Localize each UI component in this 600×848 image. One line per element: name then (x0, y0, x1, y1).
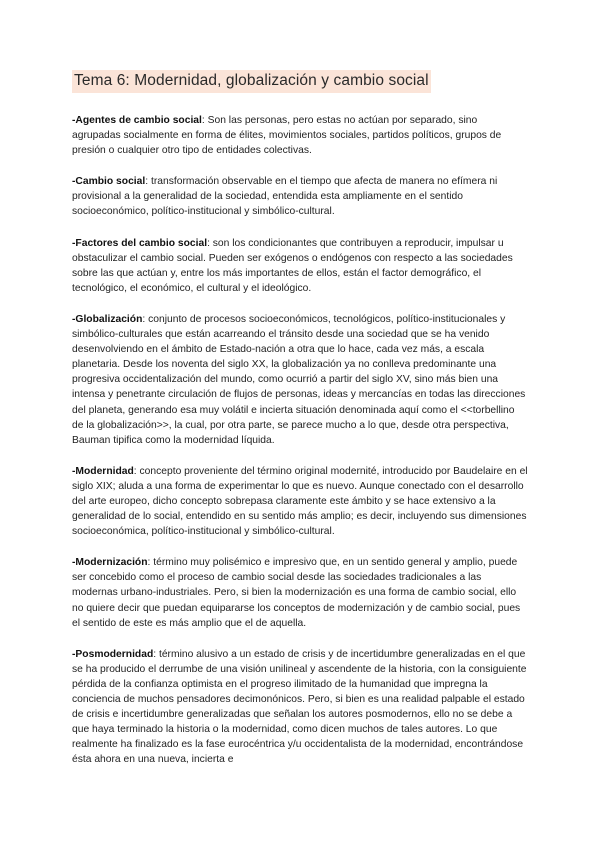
entry-term: -Modernidad (72, 465, 134, 477)
entry-term: -Modernización (72, 557, 148, 569)
entry-posmodernidad (72, 647, 528, 768)
entry-modernidad (72, 464, 528, 539)
entry-cambio-social (72, 174, 528, 219)
entry-term: -Factores del cambio social (72, 237, 208, 249)
entry-agentes-cambio-social (72, 113, 528, 158)
entry-term: -Posmodernidad (72, 648, 154, 660)
page-title: Tema 6: Modernidad, globalización y cambio social (72, 70, 431, 93)
entry-term: -Agentes de cambio social (72, 115, 202, 126)
entry-definition: : conjunto de procesos socioeconómicos, tecnológicos, político-institucionales y simbólico-culturales que están acarreando el tránsito desde una sociedad que se ha venido desenvolviendo en el ámbito de Estado-nación a otra que lo hace, cada vez más, a escala planetaria. Desde los noventa del siglo XX, la globalización ya no conlleva predominante una progresiva occidentalización del mundo, como ocurrió a partir del siglo XV, sino más bien una intensa y penetrante circulación de flujos de personas, ideas y mercancías en todas las direcciones del planeta, generando esa muy volátil e incierta situación denominada aquí como el <<torbellino de la globalización>>, la cual, por otra parte, se parece mucho a lo que, desde otra perspectiva, Bauman tipifica como la modernidad líquida. (72, 313, 526, 446)
entry-term: -Globalización (72, 313, 143, 325)
entry-definition: : Son las personas, pero estas no actúan por separado, sino agrupadas socialmente en forma de élites, movimientos sociales, partidos políticos, grupos de presión o cualquier otro tipo de entidades colectivas. (72, 115, 502, 157)
entry-modernizacion (72, 555, 528, 630)
entry-definition: : son los condicionantes que contribuyen a reproducir, impulsar u obstaculizar el cambio social. Pueden ser exógenos o endógenos con respecto a las sociedades sobre las que actúan y, entre los más importantes de ellos, están el factor demográfico, el tecnológico, el económico, el cultural y el ideológico. (72, 237, 513, 294)
entry-definition: : término muy polisémico e impresivo que, en un sentido general y amplio, puede ser concebido como el proceso de cambio social desde las sociedades tradicionales a las modernas urbano-industriales. Pero, si bien la modernización es una forma de cambio social, ello no quiere decir que puedan equipararse los conceptos de modernización y de cambio social, pues el sentido de este es más amplio que el de aquella. (72, 557, 521, 629)
entry-globalizacion (72, 312, 528, 448)
entry-factores-cambio-social (72, 236, 528, 296)
entry-definition: : concepto proveniente del término original modernité, introducido por Baudelaire en el siglo XIX; aluda a una forma de experimentar lo que es nuevo. Aunque conectado con el desarrollo del arte europeo, dicho concepto sobrepasa claramente este ámbito y se hace extensivo a la generalidad de lo social, entendido en su sentido más amplio; es decir, incluyendo sus dimensiones socioeconómica, político-institucional y simbólico-cultural. (72, 465, 528, 538)
entry-definition: : transformación observable en el tiempo que afecta de manera no efímera ni provisional a la generalidad de la sociedad, entendida esta ampliamente en el sentido socioeconómico, político-institucional y simbólico-cultural. (72, 176, 498, 218)
entry-term: -Cambio social (72, 176, 146, 188)
entry-definition: : término alusivo a un estado de crisis y de incertidumbre generalizadas en el que se ha producido el derrumbe de una visión unilineal y ascendente de la historia, con la consiguiente pérdida de la confianza optimista en el progreso ilimitado de la humanidad que impregna la conciencia de muchos pensadores decimonónicos. Pero, si bien es una realidad palpable el estado de crisis e incertidumbre generalizadas que señalan los autores posmodernos, ello no se debe a que haya terminado la historia o la modernidad, como dicen muchos de tales autores. Lo que realmente ha finalizado es la fase eurocéntrica y/u occidentalista de la modernidad, encontrándose ésta ahora en una nueva, incierta e (72, 648, 527, 766)
